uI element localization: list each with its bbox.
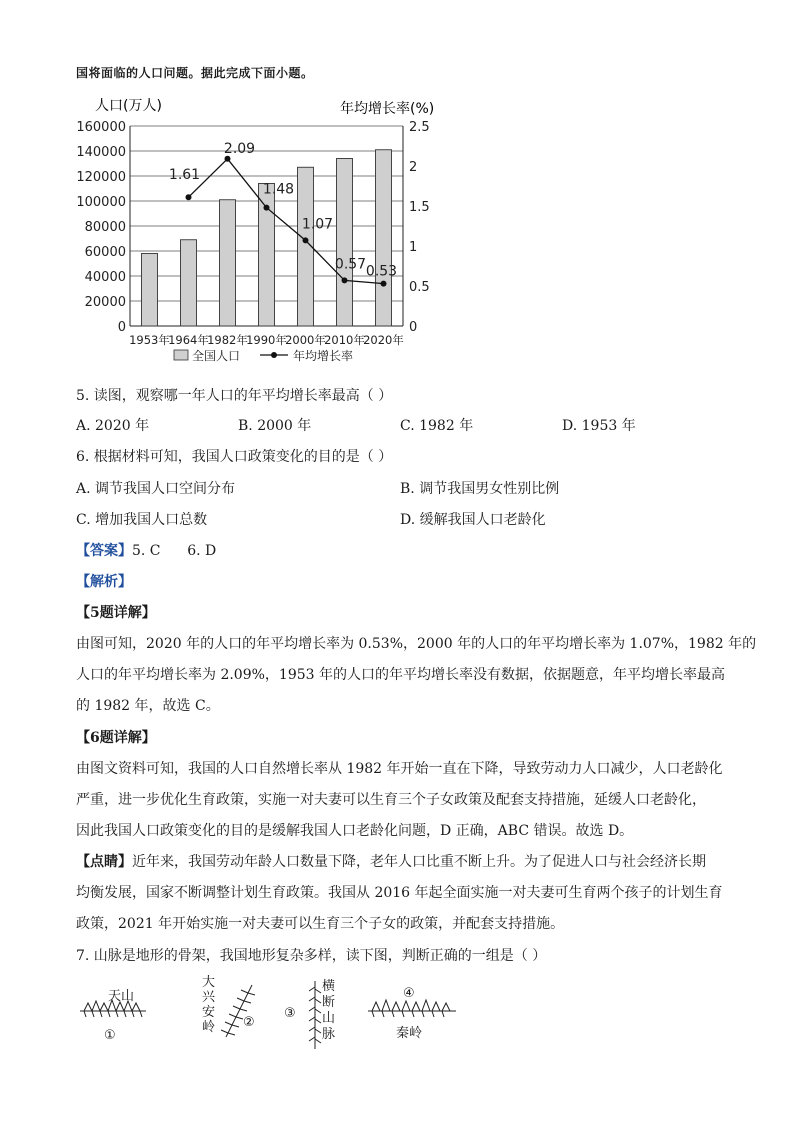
analysis-label: 【解析】 [76,574,132,590]
growth-rate-point [264,205,270,211]
q6-option-a: A. 调节我国人口空间分布 [76,481,236,497]
hengduan-label: 横断山脉 [322,979,336,1042]
y2-tick-label: 0.5 [409,280,430,295]
qinling-range-icon [368,1000,456,1017]
tianshan-label: 天山 [108,989,135,1004]
q6-option-c: C. 增加我国人口总数 [76,512,208,528]
note-line-1 [76,852,706,872]
q5-detail-line-1: 由图可知，2020 年的人口的年平均增长率为 0.53%，2000 年的人口的年平均增长率为 1.07%，1982 年的 [76,636,757,652]
data-label: 1.61 [168,167,201,184]
q5-stem: 5. 读图，观察哪一年人口的年平均增长率最高（ ） [76,388,393,404]
answer-label: 【答案】 [76,543,132,559]
y-tick-label: 120000 [76,170,126,185]
population-bar [376,150,392,326]
x-tick-label: 2020年 [363,333,404,347]
q7-stem: 7. 山脉是地形的骨架，我国地形复杂多样，读下图，判断正确的一组是（ ） [76,948,547,964]
population-bar [142,254,158,327]
note-label: 【点睛】 [76,854,132,870]
population-bar [337,159,353,327]
q5-detail-line-2: 人口的年平均增长率为 2.09%，1953 年的人口的年平均增长率没有数据，依据题意，年平均增长率最高 [76,667,726,683]
legend-line-label: 年均增长率 [293,349,354,363]
note-text-1: 近年来，我国劳动年龄人口数量下降，老年人口比重不断上升。为了促进人口与社会经济长期 [132,854,706,870]
legend-line-marker [271,352,277,358]
q6-stem: 6. 根据材料可知，我国人口政策变化的目的是（ ） [76,449,393,465]
x-tick-label: 1990年 [246,333,287,347]
x-tick-label: 2000年 [285,333,326,347]
data-label: 0.53 [365,263,398,280]
figure-2-number: ② [243,1015,255,1030]
data-label: 1.07 [301,216,334,233]
q5-option-c: C. 1982 年 [400,418,474,434]
y-tick-label: 160000 [76,120,126,135]
q6-option-b: B. 调节我国男女性别比例 [400,481,560,497]
population-bar [181,240,197,326]
y-tick-label: 60000 [84,245,126,260]
q5-detail-heading: 【5题详解】 [76,605,156,621]
x-tick-label: 1982年 [207,333,248,347]
y-tick-label: 20000 [84,295,126,310]
answer-text: 5. C 6. D [132,543,217,559]
note-line-2: 均衡发展，国家不断调整计划生育政策。我国从 2016 年起全面实施一对夫妻可生育两个孩子的计划生育 [76,885,723,901]
data-label: 0.57 [334,256,367,273]
y-tick-label: 100000 [76,195,126,210]
y2-tick-label: 1 [409,240,418,255]
figure-1-number: ① [104,1028,116,1043]
y2-axis-label: 年均增长率(%) [340,101,435,117]
intro-text: 国将面临的人口问题。据此完成下面小题。 [76,66,314,80]
y-tick-label: 80000 [84,220,126,235]
growth-rate-point [381,281,387,287]
growth-rate-point [342,277,348,283]
x-tick-label: 1964年 [168,333,209,347]
x-tick-label: 1953年 [129,333,170,347]
y2-tick-label: 2.5 [409,120,430,135]
y2-tick-label: 2 [409,160,418,175]
data-label: 2.09 [223,140,256,157]
y-axis-label: 人口(万人) [95,98,162,114]
y2-tick-label: 0 [409,320,418,335]
answer-line [76,541,216,561]
legend-bar-label: 全国人口 [192,349,241,363]
q5-detail-line-3: 的 1982 年，故选 C。 [76,698,220,714]
growth-rate-point [186,194,192,200]
y-tick-label: 40000 [84,270,126,285]
population-chart [70,96,470,366]
q6-detail-line-2: 严重，进一步优化生育政策，实施一对夫妻可以生育三个子女政策及配套支持措施，延缓人口老龄化， [76,792,706,808]
daxinganling-label: 大兴安岭 [202,975,216,1035]
q6-option-d: D. 缓解我国人口老龄化 [400,512,546,528]
y-tick-label: 140000 [76,145,126,160]
qinling-label: 秦岭 [396,1026,423,1041]
note-line-3: 政策，2021 年开始实施一对夫妻可以生育三个子女的政策，并配套支持措施。 [76,916,565,932]
q6-detail-line-1: 由图文资料可知，我国的人口自然增长率从 1982 年开始一直在下降，导致劳动力人口减少，人口老龄化 [76,761,723,777]
q5-option-d: D. 1953 年 [562,418,636,434]
legend-bar-swatch [174,350,188,360]
q5-option-a: A. 2020 年 [76,418,150,434]
q6-detail-heading: 【6题详解】 [76,730,156,746]
y2-tick-label: 1.5 [409,200,430,215]
hengduan-range-icon [309,981,321,1049]
mountain-figures [76,975,476,1055]
x-tick-label: 2010年 [324,333,365,347]
growth-rate-point [303,237,309,243]
q5-option-b: B. 2000 年 [238,418,312,434]
q6-detail-line-3: 因此我国人口政策变化的目的是缓解我国人口老龄化问题，D 正确，ABC 错误。故选 D。 [76,823,634,839]
data-label: 1.48 [262,181,295,198]
figure-3-number: ③ [284,1006,296,1021]
population-bar [220,200,236,326]
y-tick-label: 0 [117,320,126,335]
figure-4-number: ④ [403,986,415,1001]
